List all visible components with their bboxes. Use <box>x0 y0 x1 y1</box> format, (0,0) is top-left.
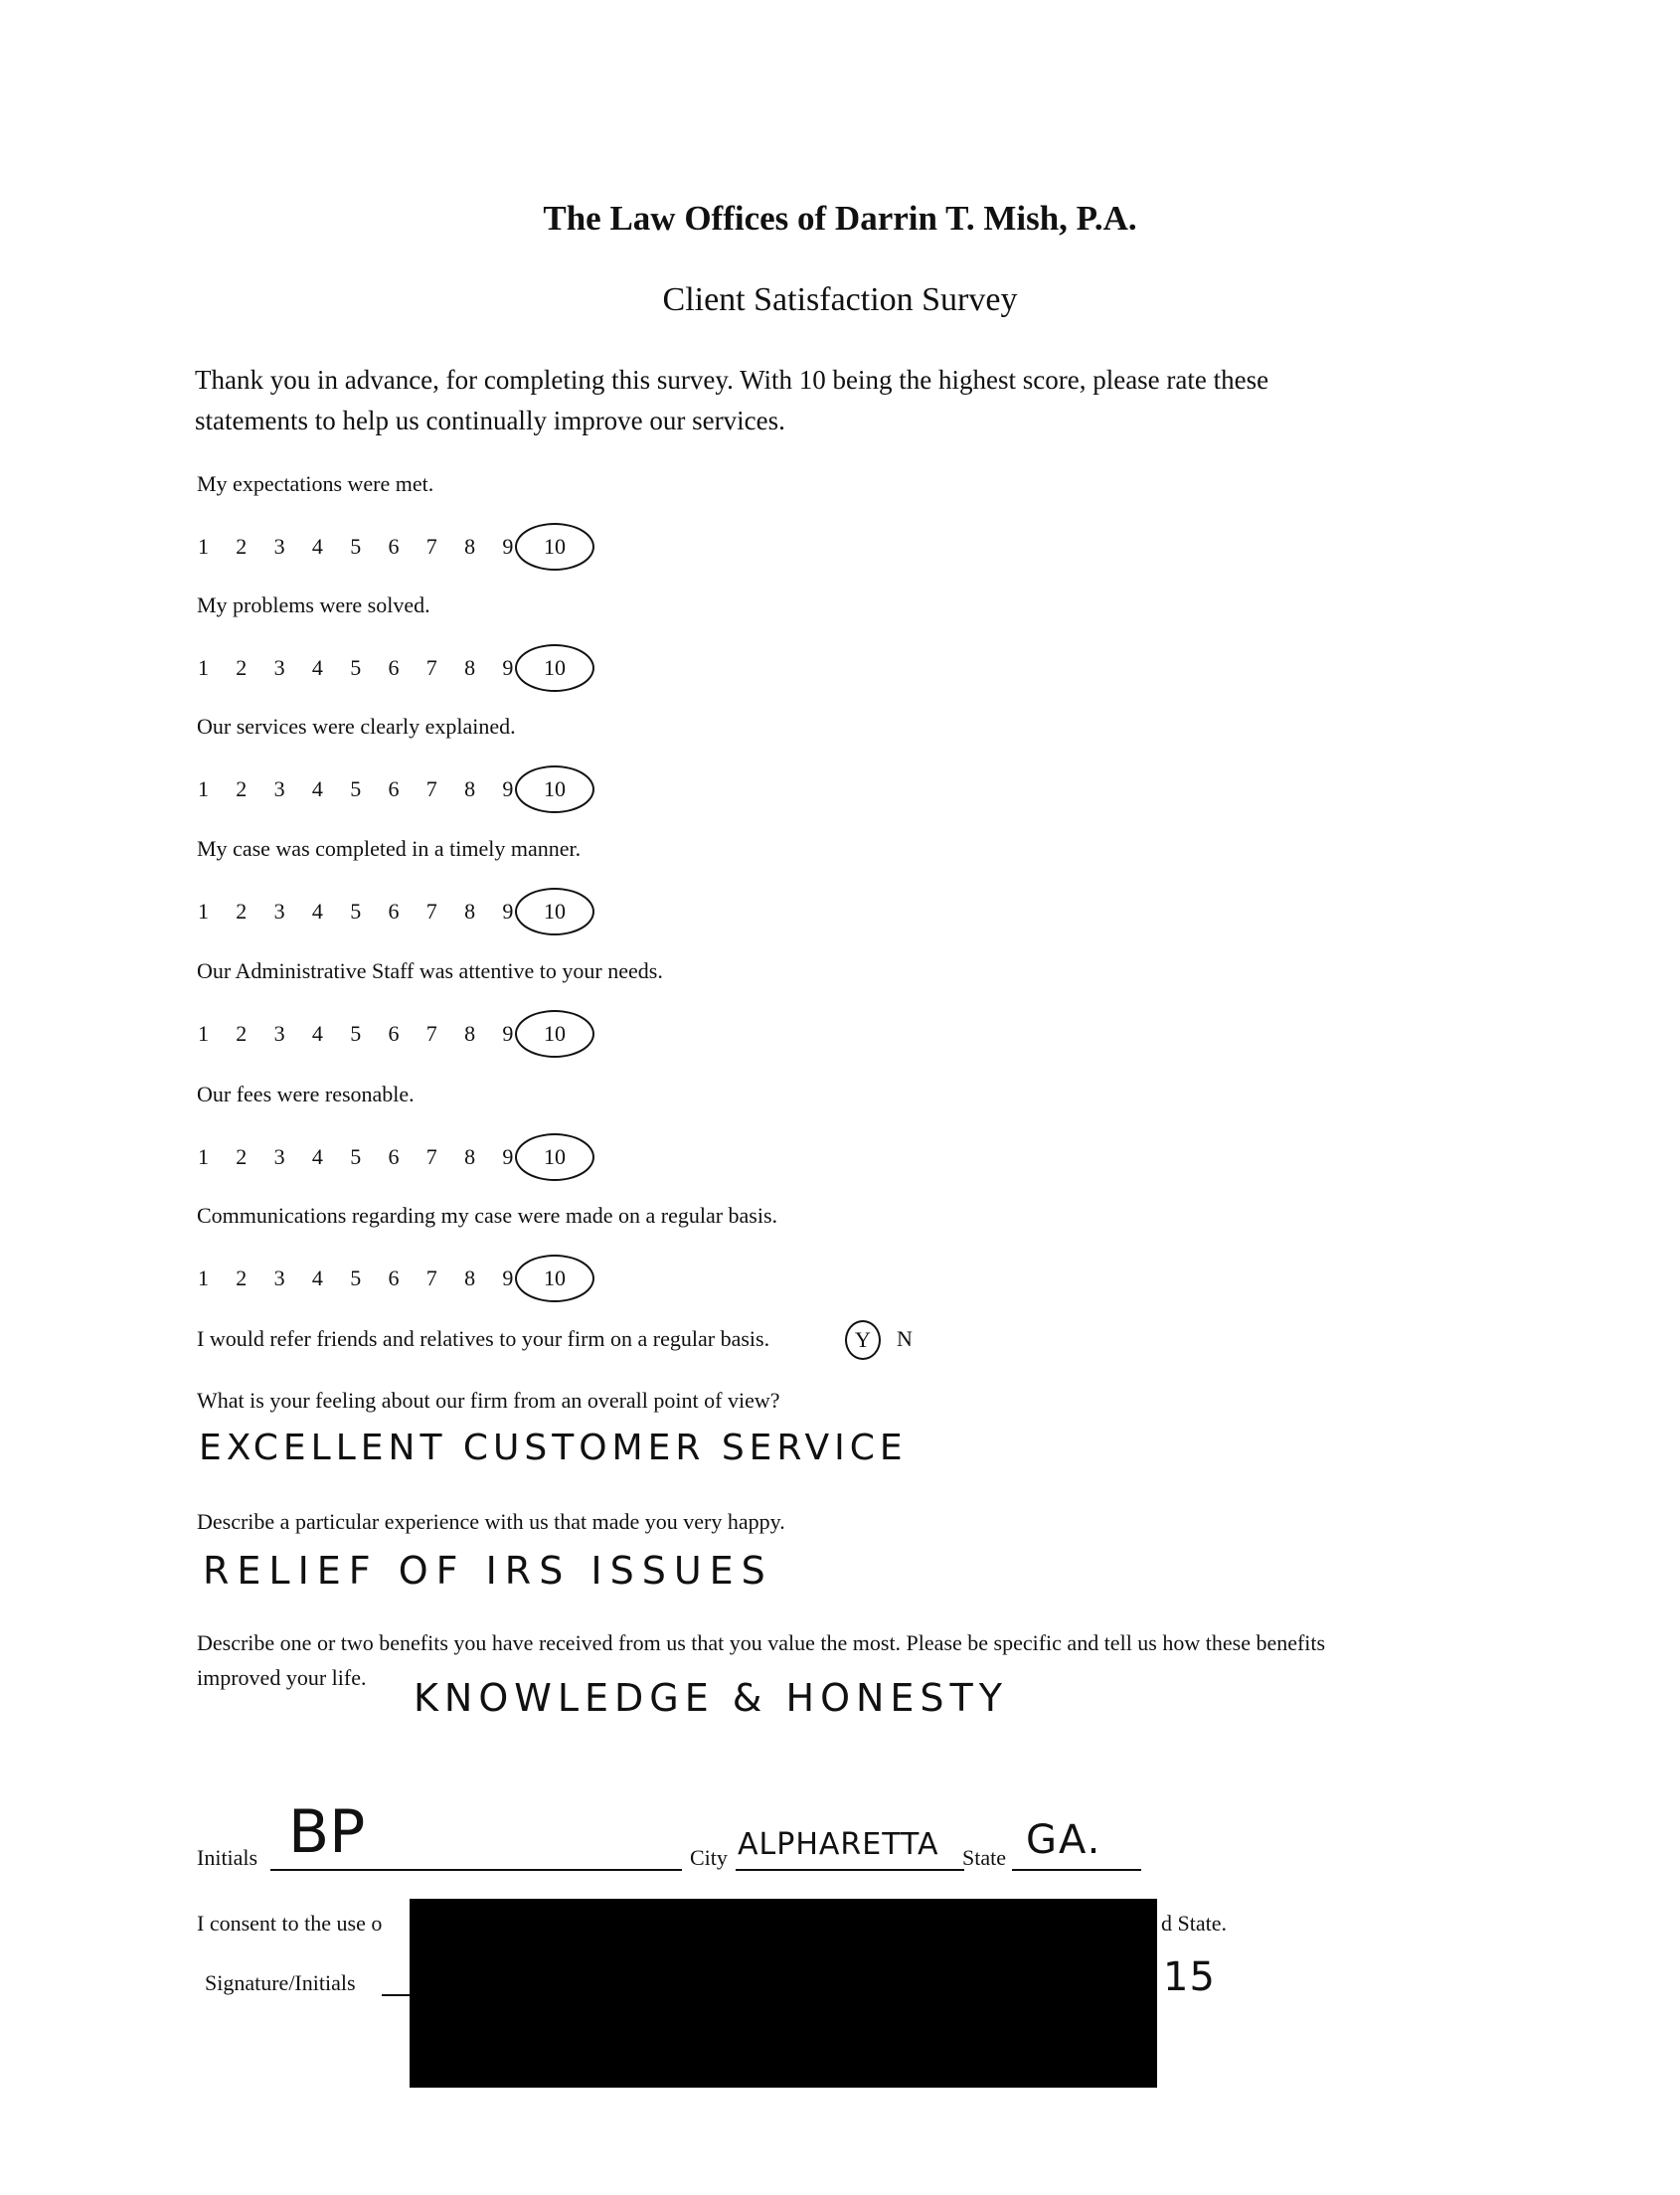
scale-option[interactable]: 3 <box>273 776 285 801</box>
question-1-selected-circle[interactable]: 10 <box>515 523 594 571</box>
scale-option[interactable]: 2 <box>236 776 248 801</box>
scale-option[interactable]: 6 <box>388 1266 400 1290</box>
benefits-question-line-1: Describe one or two benefits you have received from us that you value the most. Please be specific and tell us how these benefits <box>197 1630 1326 1655</box>
signature-line <box>382 1994 412 1996</box>
consent-text-start: I consent to the use o <box>197 1911 383 1936</box>
consent-text-end: d State. <box>1161 1911 1227 1936</box>
scale-option[interactable]: 9 <box>502 776 514 801</box>
question-4-selected-circle[interactable]: 10 <box>515 888 594 935</box>
scale-option[interactable]: 9 <box>502 899 514 924</box>
initials-label: Initials <box>197 1845 258 1870</box>
scale-option[interactable]: 8 <box>464 534 476 559</box>
firm-name: The Law Offices of Darrin T. Mish, P.A. <box>543 199 1137 238</box>
intro-line-1: Thank you in advance, for completing this survey. With 10 being the highest score, please rate these <box>195 365 1269 395</box>
question-4-label: My case was completed in a timely manner. <box>197 836 582 861</box>
scale-option[interactable]: 9 <box>502 1021 514 1046</box>
scale-option[interactable]: 9 <box>502 655 514 680</box>
initials-handwritten[interactable]: BP <box>288 1797 366 1867</box>
question-2-selected-circle[interactable]: 10 <box>515 644 594 692</box>
scale-option[interactable]: 1 <box>198 534 209 559</box>
scale-option[interactable]: 2 <box>236 1266 248 1290</box>
experience-question-label: Describe a particular experience with us that made you very happy. <box>197 1509 785 1534</box>
scale-option[interactable]: 5 <box>350 655 362 680</box>
city-label: City <box>690 1845 728 1870</box>
question-6-selected-circle[interactable]: 10 <box>515 1133 594 1181</box>
scale-option[interactable]: 1 <box>198 776 209 801</box>
scale-option[interactable]: 3 <box>273 899 285 924</box>
survey-title: Client Satisfaction Survey <box>662 281 1018 318</box>
refer-no-option[interactable]: N <box>897 1326 913 1351</box>
question-5-scale <box>198 1021 541 1047</box>
scale-option[interactable]: 7 <box>425 1021 437 1046</box>
scale-option[interactable]: 2 <box>236 655 248 680</box>
scale-option[interactable]: 5 <box>350 1021 362 1046</box>
scale-option[interactable]: 8 <box>464 899 476 924</box>
question-7-label: Communications regarding my case were made on a regular basis. <box>197 1203 778 1228</box>
scale-option[interactable]: 1 <box>198 1021 209 1046</box>
scale-option[interactable]: 8 <box>464 776 476 801</box>
question-3-scale <box>198 776 541 802</box>
scale-option[interactable]: 7 <box>425 534 437 559</box>
question-2-scale <box>198 655 541 681</box>
scale-option[interactable]: 2 <box>236 899 248 924</box>
scale-option[interactable]: 6 <box>388 1144 400 1169</box>
scale-option[interactable]: 3 <box>273 1144 285 1169</box>
scale-option[interactable]: 8 <box>464 655 476 680</box>
scale-option[interactable]: 7 <box>425 776 437 801</box>
scale-option[interactable]: 4 <box>311 655 323 680</box>
scale-option[interactable]: 3 <box>273 534 285 559</box>
overall-handwritten-answer[interactable]: EXCELLENT CUSTOMER SERVICE <box>199 1428 908 1468</box>
scale-option[interactable]: 9 <box>502 534 514 559</box>
scale-option[interactable]: 3 <box>273 655 285 680</box>
question-1-label: My expectations were met. <box>197 471 434 496</box>
scale-option[interactable]: 2 <box>236 534 248 559</box>
initials-line <box>270 1869 682 1871</box>
scale-option[interactable]: 5 <box>350 776 362 801</box>
signature-handwritten-fragment: 15 <box>1163 1954 1216 2000</box>
scale-option[interactable]: 9 <box>502 1266 514 1290</box>
scale-option[interactable]: 2 <box>236 1021 248 1046</box>
scale-option[interactable]: 2 <box>236 1144 248 1169</box>
question-1-scale <box>198 534 541 560</box>
scale-option[interactable]: 6 <box>388 899 400 924</box>
scale-option[interactable]: 5 <box>350 1266 362 1290</box>
scale-option[interactable]: 5 <box>350 899 362 924</box>
scale-option[interactable]: 3 <box>273 1266 285 1290</box>
scale-option[interactable]: 5 <box>350 1144 362 1169</box>
question-2-label: My problems were solved. <box>197 592 430 617</box>
intro-line-2: statements to help us continually improve our services. <box>195 406 785 435</box>
scale-option[interactable]: 1 <box>198 1266 209 1290</box>
scale-option[interactable]: 4 <box>311 1144 323 1169</box>
scale-option[interactable]: 6 <box>388 776 400 801</box>
scale-option[interactable]: 5 <box>350 534 362 559</box>
scale-option[interactable]: 4 <box>311 776 323 801</box>
scale-option[interactable]: 6 <box>388 1021 400 1046</box>
scale-option[interactable]: 1 <box>198 1144 209 1169</box>
refer-yes-option[interactable]: Y <box>845 1320 881 1360</box>
scale-option[interactable]: 1 <box>198 655 209 680</box>
experience-handwritten-answer[interactable]: RELIEF OF IRS ISSUES <box>203 1549 773 1593</box>
scale-option[interactable]: 8 <box>464 1021 476 1046</box>
signature-label: Signature/Initials <box>205 1970 356 1995</box>
scale-option[interactable]: 4 <box>311 534 323 559</box>
benefits-handwritten-answer[interactable]: KNOWLEDGE & HONESTY <box>414 1676 1008 1720</box>
question-7-scale <box>198 1266 541 1291</box>
state-line <box>1012 1869 1141 1871</box>
question-4-scale <box>198 899 541 925</box>
city-handwritten[interactable]: ALPHARETTA <box>738 1827 939 1862</box>
overall-question-label: What is your feeling about our firm from an overall point of view? <box>197 1388 780 1413</box>
scale-option[interactable]: 8 <box>464 1266 476 1290</box>
redaction-block <box>410 1899 1157 2088</box>
scale-option[interactable]: 7 <box>425 655 437 680</box>
scale-option[interactable]: 6 <box>388 534 400 559</box>
state-label: State <box>962 1845 1006 1870</box>
scale-option[interactable]: 9 <box>502 1144 514 1169</box>
scale-option[interactable]: 4 <box>311 899 323 924</box>
scale-option[interactable]: 4 <box>311 1266 323 1290</box>
scale-option[interactable]: 7 <box>425 1144 437 1169</box>
city-line <box>736 1869 964 1871</box>
question-6-label: Our fees were resonable. <box>197 1082 415 1106</box>
benefits-question-line-2: improved your life. <box>197 1665 367 1690</box>
state-handwritten[interactable]: GA. <box>1026 1817 1102 1863</box>
question-3-selected-circle[interactable]: 10 <box>515 765 594 813</box>
question-6-scale <box>198 1144 541 1170</box>
scale-option[interactable]: 7 <box>425 899 437 924</box>
scale-option[interactable]: 4 <box>311 1021 323 1046</box>
scale-option[interactable]: 3 <box>273 1021 285 1046</box>
question-5-label: Our Administrative Staff was attentive to your needs. <box>197 958 663 983</box>
question-3-label: Our services were clearly explained. <box>197 714 516 739</box>
scale-option[interactable]: 7 <box>425 1266 437 1290</box>
scale-option[interactable]: 6 <box>388 655 400 680</box>
question-7-selected-circle[interactable]: 10 <box>515 1255 594 1302</box>
refer-question-label: I would refer friends and relatives to your firm on a regular basis. <box>197 1326 770 1351</box>
scale-option[interactable]: 1 <box>198 899 209 924</box>
question-5-selected-circle[interactable]: 10 <box>515 1010 594 1058</box>
scale-option[interactable]: 8 <box>464 1144 476 1169</box>
intro-text <box>195 360 1268 441</box>
